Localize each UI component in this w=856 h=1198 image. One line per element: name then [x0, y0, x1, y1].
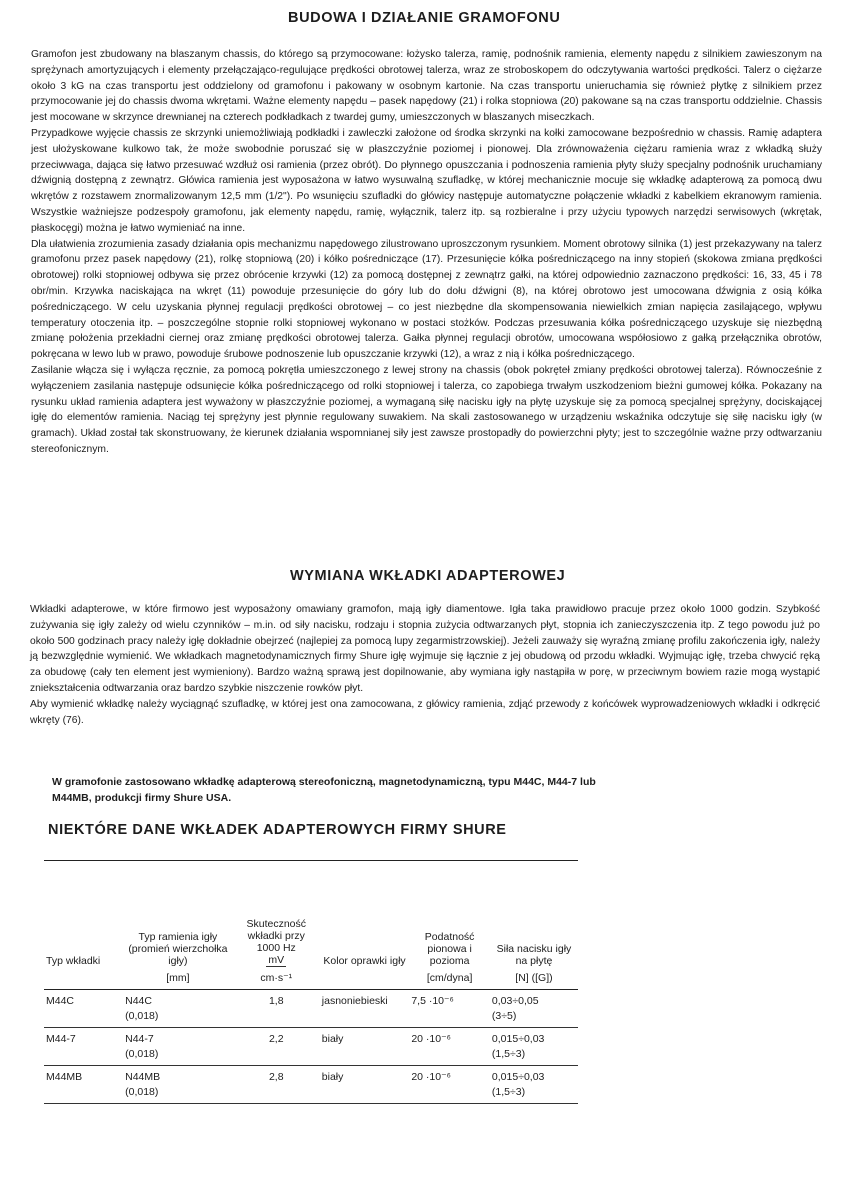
table-row — [44, 990, 578, 1028]
section-body-wymiana — [30, 602, 820, 728]
header-kolor: Kolor oprawki igły — [320, 861, 410, 968]
cell-skutecznosc: 2,2 — [233, 1028, 320, 1066]
section-title-dane: NIEKTÓRE DANE WKŁADEK ADAPTEROWYCH FIRMY SHURE — [48, 822, 507, 838]
cell-skutecznosc: 1,8 — [233, 990, 320, 1028]
paragraph: Dla ułatwienia zrozumienia zasady działania opis mechanizmu napędowego zilustrowano uproszczonym rysunkiem. Moment obrotowy silnika (1) jest przekazywany na talerz gramofonu przez pasek napędowy (21), rolkę stopniową (20) i kółko pośredniczące (17). Przesunięcie kółka pośredniczącego na inny stopień (skokowa zmiana prędkości obrotowej) rolki stopniowej odbywa się przez obrócenie krzywki (12) za pomocą dostępnej z zewnątrz gałki, na której odpowiednio zaznaczono prędkości: 16, 33, 45 i 78 obr/min. Krzywka naciskająca na wkręt (11) powoduje przesunięcie do góry lub do dołu dźwigni (8), na której obrotowo jest umocowana dźwignia z osią kółka pośredniczącego. W celu uzyskania płynnej regulacji prędkości obrotowej – co jest niezbędne dla skompensowania niewielkich zmian napięcia zasilającego, wpływu temperatury otoczenia itp. – poszczególne stopnie rolki stopniowej wykonano w postaci stożków. Podczas przesuwania kółka pośredniczącego uzyskuje się niezbędną zmianę położenia przekładni ciernej oraz zmianę prędkości obrotowej talerza. Gałka płynnej regulacji obrotów, umocowana współosiowo z gałką przełącznika obrotów, pokręcana w lewo lub w prawo, powoduje śrubowe podnoszenie lub opuszczanie krzywki (12), a wraz z nią i kółka pośredniczącego. — [31, 238, 822, 361]
paragraph: Gramofon jest zbudowany na blaszanym chassis, do którego są przymocowane: łożysko talerza, ramię, podnośnik ramienia, elementy napędu z silnikiem zawieszonym na sprężynach amortyzujących i elementy przełączająco-regulujące prędkości obrotowej talerza, wraz ze stroboskopem do odczytywania wartości prędkości. Talerz o ciężarze około 3 kG na czas transportu jest oddzielony od gramofonu i pakowany w osobnym kartonie. Na czas transportu unieruchamia się również płytkę z silnikiem przez przymocowanie jej do chassis dwoma wkrętami. Ważne elementy napędu – pasek napędowy (21) i rolka stopniowa (20) pakowane są na czas transportu oddzielnie. Chassis jest mocowane w skrzynce drewnianej na czterech podkładkach z twardej gumy, umieszczonych w blaszanych miseczkach. — [31, 49, 822, 124]
unit-sila: [N] ([G]) — [490, 967, 578, 990]
cell-typ: M44-7 — [44, 1028, 123, 1066]
paragraph: Wkładki adapterowe, w które firmowo jest wyposażony omawiany gramofon, mają igły diamentowe. Igła taka prawidłowo pracuje przez około 1000 godzin. Szybkość zużywania się igły zależy od wielu czynników – m.in. od siły nacisku, rodzaju i stopnia zużycia odtwarzanych płyt, stopnia ich zanieczyszczenia itp. Z tego powodu już po około 500 godzinach pracy należy igłę dokładnie obejrzeć (najlepiej za pomocą lupy zegarmistrzowskiej). Jeżeli zauważy się wyraźną zmianę profilu zakończenia igły, należy ją bezwzględnie wymienić. We wkładkach magnetodynamicznych firmy Shure igłę wyjmuje się łącznie z jej obudową od przodu wkładki. Wyjmując igłę, trzeba chwycić ręką za obudowę (cały ten element jest wymieniony). Bardzo ważną sprawą jest dopilnowanie, aby wymiana igły nastąpiła w porę, w przeciwnym bowiem razie mogą wystąpić zniekształcenia odtwarzania oraz bardzo szybkie niszczenie rowków płyt. — [30, 604, 820, 694]
section-title-wymiana: WYMIANA WKŁADKI ADAPTEROWEJ — [290, 568, 566, 584]
cell-sila — [490, 990, 578, 1028]
cell-ramie — [123, 1066, 233, 1104]
cartridge-data-table — [44, 860, 578, 1104]
cell-typ: M44C — [44, 990, 123, 1028]
cell-skutecznosc: 2,8 — [233, 1066, 320, 1104]
cell-podatnosc: 20 ·10⁻⁶ — [409, 1066, 490, 1104]
table-units-row — [44, 967, 578, 990]
unit-podatnosc: [cm/dyna] — [409, 967, 490, 990]
cell-kolor: jasnoniebieski — [320, 990, 410, 1028]
cell-podatnosc: 20 ·10⁻⁶ — [409, 1028, 490, 1066]
header-skutecznosc-label: Skuteczność wkładki przy 1000 Hz — [246, 918, 307, 954]
cartridge-note: W gramofonie zastosowano wkładkę adapterową stereofoniczną, magnetodynamiczną, typu M44C, M44-7 lub M44MB, produkcji firmy Shure USA. — [52, 776, 596, 804]
header-skutecznosc — [233, 861, 320, 968]
table-row — [44, 1066, 578, 1104]
cell-kolor: biały — [320, 1066, 410, 1104]
header-ramie: Typ ramienia igły (promień wierzchołka igły) — [123, 861, 233, 968]
paragraph: Zasilanie włącza się i wyłącza ręcznie, za pomocą pokrętła umieszczonego z lewej strony na chassis (obok pokręteł zmiany prędkości obrotowej talerza). Równocześnie z wyłączeniem zasilania następuje odsunięcie kółka pośredniczącego od rolki stopniowej i talerza, co zapobiega trwałym uszkodzeniom bieżni gumowej kółka. Pokazany na rysunku układ ramienia adaptera jest wyważony w płaszczyźnie poziomej, a wymaganą siłę nacisku igły na płytę uzyskuje się za pomocą specjalnej sprężyny, dociskającej igłę do elementów ramienia. Naciąg tej sprężyny jest płynnie regulowany suwakiem. Na skali zastosowanego w urządzeniu wskaźnika odczytuje się siłę nacisku igły (w gramach). Układ został tak skonstruowany, że kierunek działania wspomnianej siły jest zawsze prostopadły do powierzchni płyty; jest to szczególnie ważne przy odtwarzaniu stereofonicznym. — [31, 364, 822, 455]
unit-skutecznosc: cm·s⁻¹ — [233, 967, 320, 990]
cell-sila-g: (1,5÷3) — [491, 1086, 526, 1098]
header-skutecznosc-mv: mV — [268, 954, 285, 966]
header-sila: Siła nacisku igły na płytę — [490, 861, 578, 968]
section-body-budowa — [31, 47, 822, 458]
header-typ: Typ wkładki — [44, 861, 123, 968]
paragraph: Przypadkowe wyjęcie chassis ze skrzynki uniemożliwiają podkładki i zawleczki założone od środka skrzynki na kołki zamocowane bezpośrednio w chassis. Ramię adaptera jest ułożyskowane kulkowo tak, że może swobodnie poruszać się w płaszczyźnie poziomej i pionowej. Dla zrównoważenia ciężaru ramienia wraz z wkładką służy przeciwwaga, dająca się łatwo przesuwać wzdłuż osi ramienia (przez obrót). Do płynnego opuszczania i podnoszenia ramienia płyty służy specjalny podnośnik uruchamiany dźwignią dostępną z zewnątrz. Główica ramienia jest wyposażona w łatwo wysuwalną szufladkę, w której mechanicznie mocuje się wkładkę adapterową za pomocą dwu wkrętów z rozstawem znormalizowanym 12,5 mm (1/2"). Po wsunięciu szufladki do główicy następuje automatyczne połączenie wkładki z kabelkiem ekranowym ramienia. Wszystkie ważniejsze podzespoły gramofonu, jak elementy napędu, ramię, wyłącznik, talerz itp. są rozbieralne i przy użyciu typowych narzędzi serwisowych (wkrętak, płaskocęgi) można je łatwo wymieniać na inne. — [31, 127, 822, 234]
cell-sila-n: 0,015÷0,03 — [491, 1071, 545, 1083]
section-title-budowa: BUDOWA I DZIAŁANIE GRAMOFONU — [288, 10, 561, 26]
cell-podatnosc: 7,5 ·10⁻⁶ — [409, 990, 490, 1028]
cell-ramie-radius: (0,018) — [125, 1010, 159, 1022]
cell-ramie-type: N44C — [125, 995, 152, 1007]
table-row — [44, 1028, 578, 1066]
cell-ramie — [123, 1028, 233, 1066]
cell-ramie-radius: (0,018) — [125, 1086, 159, 1098]
header-podatnosc: Podatność pionowa i pozioma — [409, 861, 490, 968]
cell-sila — [490, 1066, 578, 1104]
paragraph: Aby wymienić wkładkę należy wyciągnąć szufladkę, w której jest ona zamocowana, z główicy ramienia, zdjąć przewody z końcówek wyprowadzeniowych wkładki i odkręcić wkręty (76). — [30, 698, 820, 726]
cell-sila-g: (3÷5) — [491, 1010, 517, 1022]
table-header-row — [44, 861, 578, 968]
cell-ramie — [123, 990, 233, 1028]
unit-ramie: [mm] — [123, 967, 233, 990]
cell-sila-n: 0,015÷0,03 — [491, 1033, 545, 1045]
cell-kolor: biały — [320, 1028, 410, 1066]
cell-ramie-radius: (0,018) — [125, 1048, 159, 1060]
cell-sila-g: (1,5÷3) — [491, 1048, 526, 1060]
cell-typ: M44MB — [44, 1066, 123, 1104]
cell-sila — [490, 1028, 578, 1066]
cell-sila-n: 0,03÷0,05 — [491, 995, 539, 1007]
cell-ramie-type: N44-7 — [125, 1033, 154, 1045]
cell-ramie-type: N44MB — [125, 1071, 161, 1083]
